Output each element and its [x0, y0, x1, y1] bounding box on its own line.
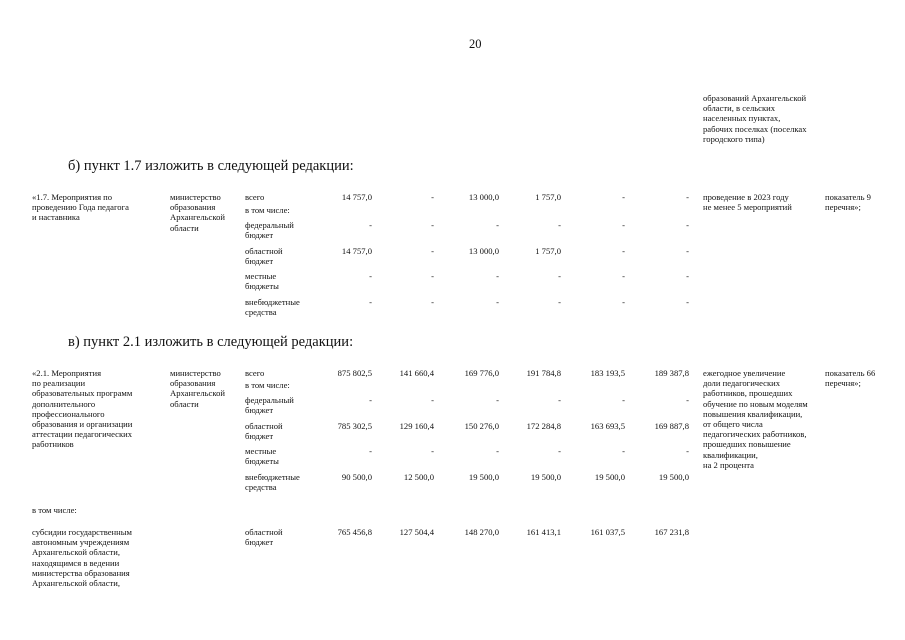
funding-value: - — [558, 220, 561, 230]
funding-value: - — [431, 220, 434, 230]
funding-value: - — [622, 192, 625, 202]
budget-source-label: всего — [245, 368, 265, 378]
page-number: 20 — [469, 37, 482, 51]
funding-value: - — [431, 446, 434, 456]
funding-value: - — [686, 446, 689, 456]
funding-value: - — [622, 271, 625, 281]
funding-value: 191 784,8 — [526, 368, 561, 378]
budget-source-label: в том числе: — [245, 380, 290, 390]
t1-event-name: «1.7. Мероприятия по проведению Года педагога и наставника — [32, 192, 129, 223]
funding-value: - — [622, 395, 625, 405]
funding-value: 150 276,0 — [464, 421, 499, 431]
funding-value: 19 500,0 — [468, 472, 499, 482]
t2-indicator: показатель 66 перечня»; — [825, 368, 876, 389]
funding-value: - — [558, 395, 561, 405]
funding-value: - — [431, 395, 434, 405]
funding-value: - — [369, 220, 372, 230]
funding-value: - — [369, 271, 372, 281]
funding-value: 90 500,0 — [341, 472, 372, 482]
subsidies-name: субсидии государственным автономным учреждениям Архангельской области, находящимся в ведении министерства образования Архангельской области, — [32, 527, 132, 589]
funding-value: - — [431, 192, 434, 202]
funding-value: 169 776,0 — [464, 368, 499, 378]
funding-value: 129 160,4 — [399, 421, 434, 431]
funding-value: 1 757,0 — [535, 246, 561, 256]
funding-value: 13 000,0 — [468, 246, 499, 256]
budget-source-label: внебюджетные средства — [245, 472, 300, 493]
funding-value: - — [496, 395, 499, 405]
funding-value: 161 037,5 — [590, 527, 625, 537]
funding-value: 13 000,0 — [468, 192, 499, 202]
funding-value: - — [369, 446, 372, 456]
funding-value: 167 231,8 — [654, 527, 689, 537]
budget-source-label: местные бюджеты — [245, 446, 279, 467]
funding-value: - — [558, 446, 561, 456]
funding-value: - — [686, 271, 689, 281]
t2-expected-result: ежегодное увеличение доли педагогических работников, прошедших обучение по новым моделям повышения квалификации, от общего числа педагогических работников, прошедших повышение квалификации, на 2 процента — [703, 368, 808, 470]
t2-event-name: «2.1. Мероприятия по реализации образовательных программ дополнительного профессионального образования и организации аттестации педагогических работников — [32, 368, 133, 450]
funding-value: 14 757,0 — [341, 246, 372, 256]
funding-value: 19 500,0 — [530, 472, 561, 482]
funding-value: 19 500,0 — [594, 472, 625, 482]
funding-value: - — [686, 297, 689, 307]
funding-value: 163 693,5 — [590, 421, 625, 431]
funding-value: 19 500,0 — [658, 472, 689, 482]
t1-indicator: показатель 9 перечня»; — [825, 192, 871, 213]
funding-value: 127 504,4 — [399, 527, 434, 537]
funding-value: - — [496, 297, 499, 307]
funding-value: - — [622, 246, 625, 256]
funding-value: 183 193,5 — [590, 368, 625, 378]
funding-value: 169 887,8 — [654, 421, 689, 431]
funding-value: 172 284,8 — [526, 421, 561, 431]
budget-source-label: федеральный бюджет — [245, 395, 294, 416]
funding-value: - — [369, 395, 372, 405]
funding-value: 12 500,0 — [403, 472, 434, 482]
funding-value: 14 757,0 — [341, 192, 372, 202]
funding-value: - — [431, 246, 434, 256]
funding-value: - — [622, 220, 625, 230]
funding-value: - — [369, 297, 372, 307]
funding-value: - — [496, 446, 499, 456]
t2-executor: министерство образования Архангельской области — [170, 368, 225, 409]
funding-value: 148 270,0 — [464, 527, 499, 537]
funding-value: - — [558, 271, 561, 281]
budget-source-label: всего — [245, 192, 265, 202]
funding-value: - — [686, 246, 689, 256]
funding-value: - — [622, 297, 625, 307]
funding-value: - — [431, 297, 434, 307]
funding-value: 141 660,4 — [399, 368, 434, 378]
funding-value: 765 456,8 — [337, 527, 372, 537]
budget-source-label: местные бюджеты — [245, 271, 279, 292]
funding-value: - — [558, 297, 561, 307]
t1-expected-result: проведение в 2023 году не менее 5 мероприятий — [703, 192, 792, 213]
t1-executor: министерство образования Архангельской области — [170, 192, 225, 233]
budget-source-label: федеральный бюджет — [245, 220, 294, 241]
funding-value: 189 387,8 — [654, 368, 689, 378]
funding-value: 785 302,5 — [337, 421, 372, 431]
continued-result-text: образований Архангельской области, в сельских населенных пунктах, рабочих поселках (поселках городского типа) — [703, 93, 807, 144]
funding-value: - — [686, 220, 689, 230]
budget-source-label: внебюджетные средства — [245, 297, 300, 318]
subsidies-budget-label: областной бюджет — [245, 527, 283, 548]
funding-value: 875 802,5 — [337, 368, 372, 378]
funding-value: - — [686, 395, 689, 405]
funding-value: - — [622, 446, 625, 456]
section-heading-v: в) пункт 2.1 изложить в следующей редакции: — [68, 334, 354, 350]
funding-value: - — [686, 192, 689, 202]
including-label: в том числе: — [32, 505, 77, 515]
budget-source-label: областной бюджет — [245, 421, 283, 442]
section-heading-b: б) пункт 1.7 изложить в следующей редакции: — [68, 158, 354, 174]
funding-value: - — [496, 271, 499, 281]
funding-value: - — [496, 220, 499, 230]
budget-source-label: областной бюджет — [245, 246, 283, 267]
funding-value: - — [431, 271, 434, 281]
funding-value: 161 413,1 — [526, 527, 561, 537]
funding-value: 1 757,0 — [535, 192, 561, 202]
budget-source-label: в том числе: — [245, 205, 290, 215]
